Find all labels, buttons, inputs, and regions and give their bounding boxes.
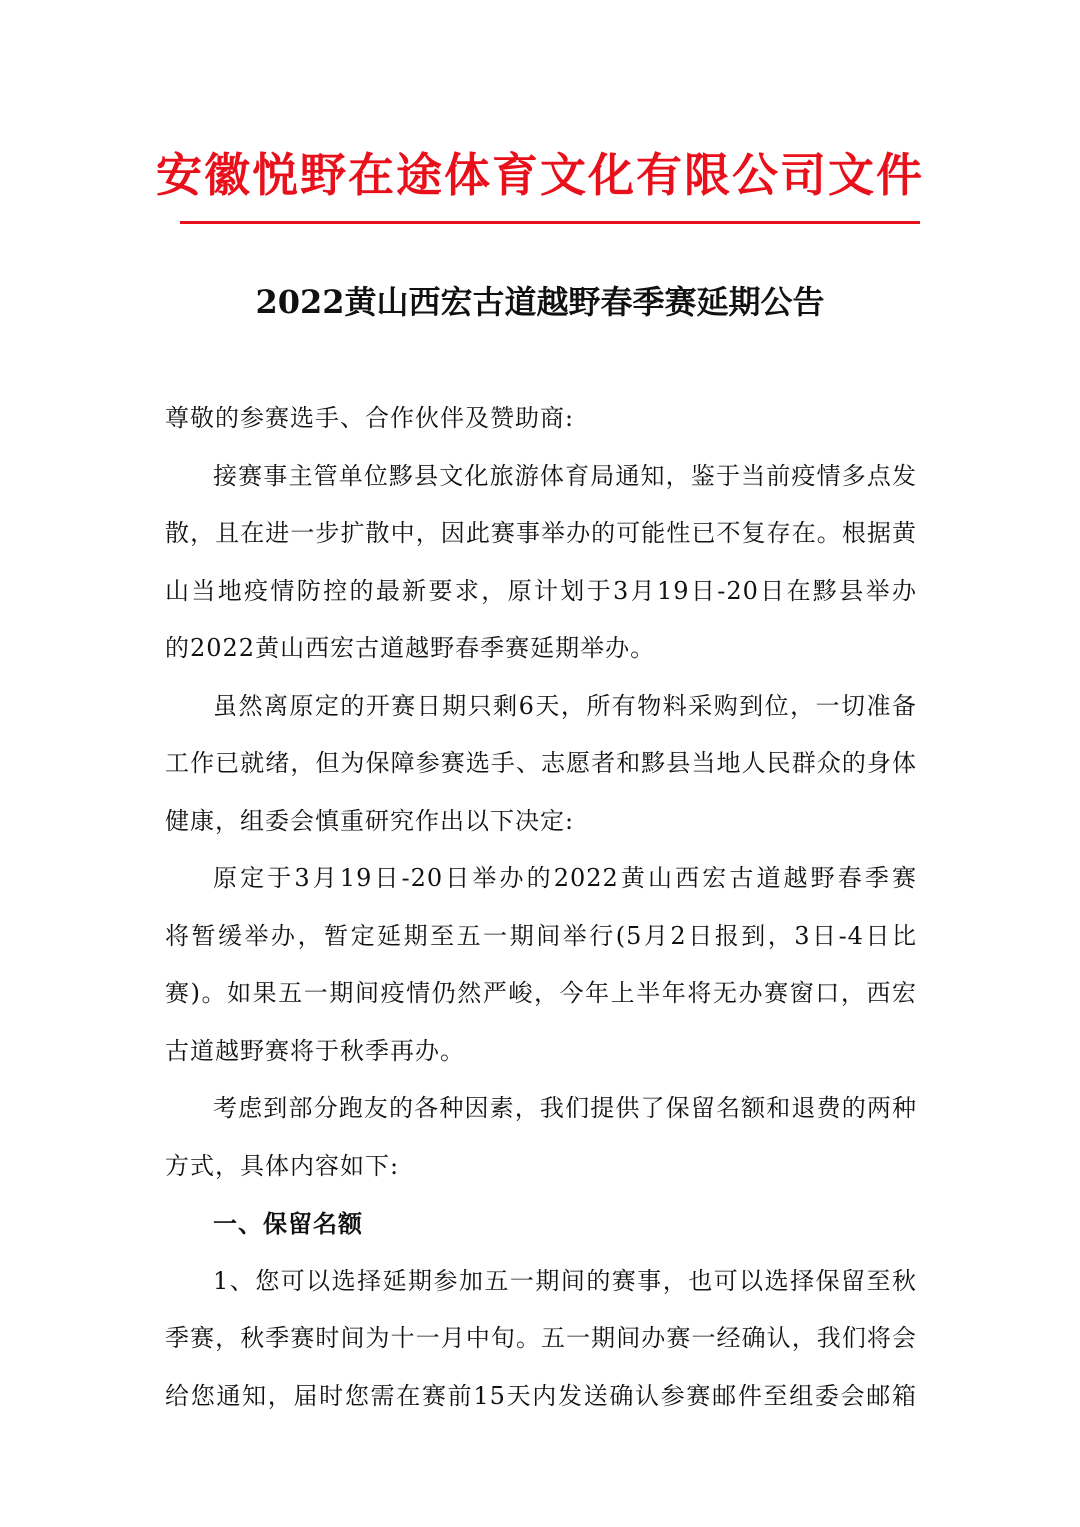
- red-header-rule: [180, 221, 920, 224]
- issuer-header-title: 安徽悦野在途体育文化有限公司文件: [156, 148, 924, 202]
- paragraph-line: 的2022黄山西宏古道越野春季赛延期举办。: [165, 634, 656, 662]
- paragraph-line: 古道越野赛将于秋季再办。: [165, 1036, 465, 1065]
- paragraph-line: 散，且在进一步扩散中，因此赛事举办的可能性已不复存在。根据黄: [165, 519, 917, 547]
- paragraph-line: 工作已就绪，但为保障参赛选手、志愿者和黟县当地人民群众的身体: [165, 749, 917, 777]
- notice-title: 2022黄山西宏古道越野春季赛延期公告: [255, 283, 825, 321]
- paragraph-line: 山当地疫情防控的最新要求，原计划于3月19日-20日在黟县举办: [165, 576, 917, 605]
- paragraph-line: 将暂缓举办，暂定延期至五一期间举行(5月2日报到，3日-4日比: [165, 921, 917, 950]
- notice-body: [165, 390, 917, 1425]
- paragraph-line: 考虑到部分跑友的各种因素，我们提供了保留名额和退费的两种: [213, 1094, 917, 1122]
- paragraph-line: 虽然离原定的开赛日期只剩6天，所有物料采购到位，一切准备: [213, 691, 917, 720]
- paragraph-options: [165, 1080, 917, 1195]
- section-heading-keep-quota: 一、保留名额: [213, 1209, 363, 1238]
- paragraph-line: 原定于3月19日-20日举办的2022黄山西宏古道越野春季赛: [213, 864, 917, 892]
- paragraph-preparation: [165, 678, 917, 851]
- paragraph-line: 赛)。如果五一期间疫情仍然严峻，今年上半年将无办赛窗口，西宏: [165, 979, 917, 1007]
- paragraph-line: 季赛，秋季赛时间为十一月中旬。五一期间办赛一经确认，我们将会: [165, 1324, 917, 1352]
- paragraph-keep-quota: [165, 1253, 917, 1426]
- paragraph-line: 接赛事主管单位黟县文化旅游体育局通知，鉴于当前疫情多点发: [213, 461, 917, 490]
- paragraph-decision: [165, 850, 917, 1080]
- paragraph-line: 健康，组委会慎重研究作出以下决定:: [165, 806, 575, 835]
- paragraph-line: 方式，具体内容如下:: [165, 1151, 400, 1180]
- paragraph-line: 给您通知，届时您需在赛前15天内发送确认参赛邮件至组委会邮箱: [165, 1381, 917, 1410]
- paragraph-line: 1、您可以选择延期参加五一期间的赛事，也可以选择保留至秋: [213, 1266, 917, 1295]
- paragraph-notification: [165, 448, 917, 678]
- salutation: 尊敬的参赛选手、合作伙伴及赞助商:: [165, 404, 575, 432]
